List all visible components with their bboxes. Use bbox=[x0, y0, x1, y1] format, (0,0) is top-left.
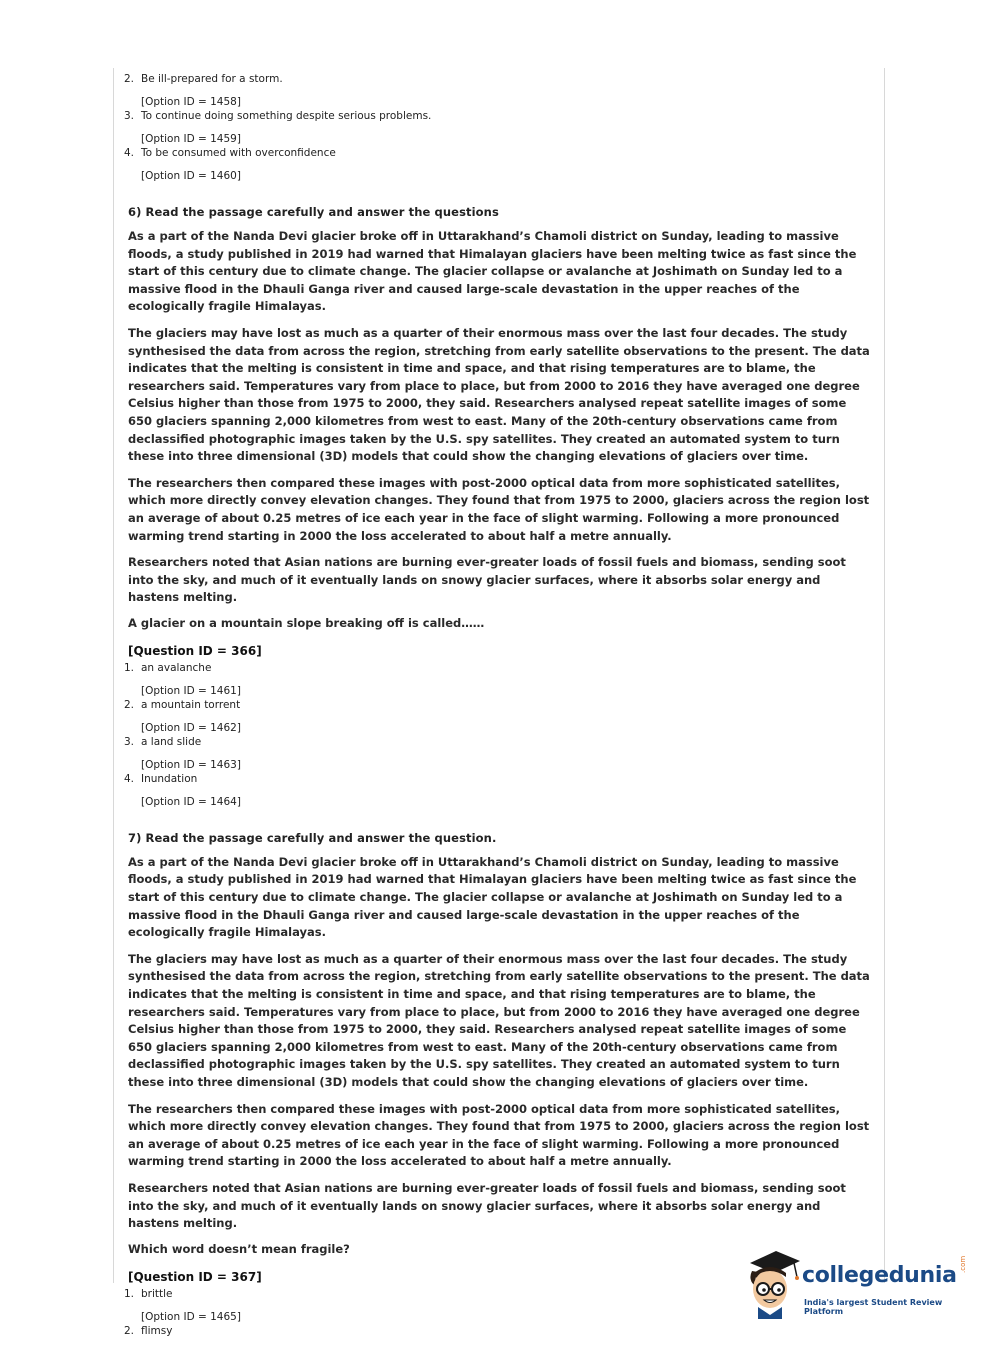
option-item: 2. a mountain torrent bbox=[124, 698, 241, 711]
passage-paragraph: The researchers then compared these images with post-2000 optical data from more sophisticated satellites, which more directly convey elevation changes. They found that from 1975 to 2000, glaciers across the region lost an average of about 0.25 metres of ice each year in the face of slight warming. Following a more pronounced warming trend starting in 2000 the loss accelerated to about half a metre annually. bbox=[128, 475, 870, 543]
passage-paragraph: As a part of the Nanda Devi glacier broke off in Uttarakhand’s Chamoli district on Sunday, leading to massive floods, a study published in 2019 had warned that Himalayan glaciers have been melting twice as fast since the start of this century due to climate change. The glacier collapse or avalanche at Joshimath on Sunday led to a massive flood in the Dhauli Ganga river and caused large-scale devastation in the upper reaches of the ecologically fragile Himalayas. bbox=[128, 854, 857, 940]
passage-paragraph: The glaciers may have lost as much as a quarter of their enormous mass over the last four decades. The study synthesised the data from across the region, stretching from early satellite observations to the present. The data indicates that the melting is consistent in time and space, and that rising temperatures are to blame, the researchers said. Temperatures vary from place to place, but from 2000 to 2016 they have averaged one degree Celsius higher than those from 1975 to 2000, they said. Researchers analysed repeat satellite images of some 650 glaciers spanning 2,000 kilometres from west to east. Many of the 20th-century observations came from declassified photographic images taken by the U.S. spy satellites. They created an automated system to turn these into three dimensional (3D) models that could show the changing elevations of glaciers over time. bbox=[128, 325, 870, 464]
passage-paragraph: As a part of the Nanda Devi glacier broke off in Uttarakhand’s Chamoli district on Sunday, leading to massive floods, a study published in 2019 had warned that Himalayan glaciers have been melting twice as fast since the start of this century due to climate change. The glacier collapse or avalanche at Joshimath on Sunday led to a massive flood in the Dhauli Ganga river and caused large-scale devastation in the upper reaches of the ecologically fragile Himalayas. bbox=[128, 229, 857, 314]
question-text: A glacier on a mountain slope breaking off is called…… bbox=[128, 615, 485, 630]
question-id: [Question ID = 367] bbox=[128, 1269, 262, 1284]
page-border-right bbox=[884, 68, 885, 1283]
previous-question-options bbox=[124, 72, 874, 183]
logo-tagline: India's largest Student Review Platform bbox=[804, 1298, 943, 1316]
mascot-icon bbox=[742, 1249, 802, 1319]
question-heading: 7) Read the passage carefully and answer the question. bbox=[128, 830, 497, 845]
logo-domain: .com bbox=[959, 1255, 967, 1273]
option-item: 1. an avalanche bbox=[124, 661, 212, 674]
option-id: [Option ID = 1458] bbox=[141, 96, 241, 108]
option-id: [Option ID = 1462] bbox=[141, 721, 241, 734]
option-id: [Option ID = 1459] bbox=[141, 133, 241, 145]
question-6 bbox=[124, 205, 874, 809]
question-heading: 6) Read the passage carefully and answer the questions bbox=[128, 205, 499, 219]
question-text: Which word doesn’t mean fragile? bbox=[128, 1241, 350, 1256]
option-id: [Option ID = 1465] bbox=[141, 1310, 241, 1323]
collegedunia-logo[interactable] bbox=[742, 1249, 972, 1319]
option-id: [Option ID = 1460] bbox=[141, 170, 241, 182]
option-item: 3. a land slide bbox=[124, 735, 202, 748]
logo-wordmark: collegedunia bbox=[802, 1263, 957, 1288]
option-item: 2. flimsy bbox=[124, 1324, 173, 1337]
passage-paragraph: Researchers noted that Asian nations are burning ever-greater loads of fossil fuels and biomass, sending soot into the sky, and much of it eventually lands on snowy glacier surfaces, where it absorbs solar energy and hastens melting. bbox=[128, 1180, 846, 1231]
option-item: 1. brittle bbox=[124, 1287, 173, 1300]
passage-paragraph: The researchers then compared these images with post-2000 optical data from more sophisticated satellites, which more directly convey elevation changes. They found that from 1975 to 2000, glaciers across the region lost an average of about 0.25 metres of ice each year in the face of slight warming. Following a more pronounced warming trend starting in 2000 the loss accelerated to about half a metre annually. bbox=[128, 1101, 870, 1169]
option-item: 3. To continue doing something despite serious problems. bbox=[124, 110, 432, 122]
option-item: 4. Inundation bbox=[124, 772, 198, 785]
document-body bbox=[124, 72, 874, 1338]
option-id: [Option ID = 1464] bbox=[141, 795, 241, 808]
passage-paragraph: Researchers noted that Asian nations are burning ever-greater loads of fossil fuels and biomass, sending soot into the sky, and much of it eventually lands on snowy glacier surfaces, where it absorbs solar energy and hastens melting. bbox=[128, 555, 846, 605]
passage-paragraph: The glaciers may have lost as much as a quarter of their enormous mass over the last four decades. The study synthesised the data from across the region, stretching from early satellite observations to the present. The data indicates that the melting is consistent in time and space, and that rising temperatures are to blame, the researchers said. Temperatures vary from place to place, but from 2000 to 2016 they have averaged one degree Celsius higher than those from 1975 to 2000, they said. Researchers analysed repeat satellite images of some 650 glaciers spanning 2,000 kilometres from west to east. Many of the 20th-century observations came from declassified photographic images taken by the U.S. spy satellites. They created an automated system to turn these into three dimensional (3D) models that could show the changing elevations of glaciers over time. bbox=[128, 951, 870, 1089]
page-border-left bbox=[113, 68, 114, 1283]
question-id: [Question ID = 366] bbox=[128, 643, 262, 658]
option-id: [Option ID = 1463] bbox=[141, 758, 241, 771]
option-item: 2. Be ill-prepared for a storm. bbox=[124, 73, 283, 85]
option-item: 4. To be consumed with overconfidence bbox=[124, 147, 336, 159]
option-id: [Option ID = 1461] bbox=[141, 684, 241, 697]
